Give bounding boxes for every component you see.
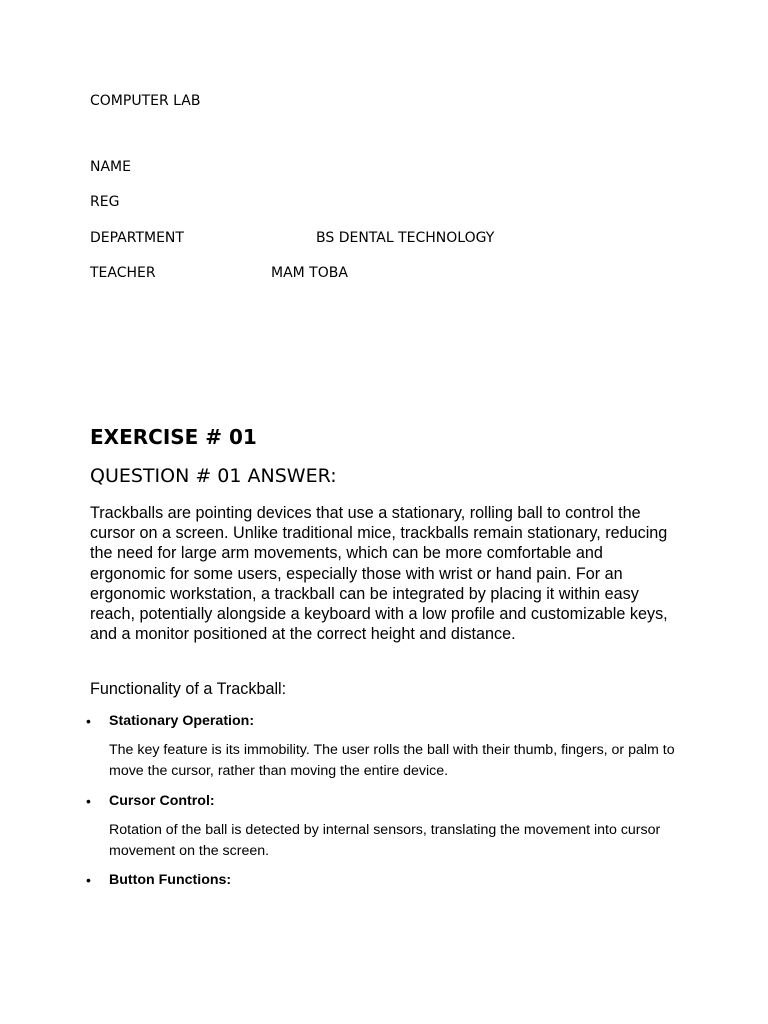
bullet-marker: • [86, 793, 91, 809]
item-title: Button Functions: [109, 872, 232, 888]
item-description: The key feature is its immobility. The user rolls the ball with their thumb, fingers, or palm to move the cursor, rather than moving the entire device. [109, 742, 675, 779]
name-label: NAME [90, 159, 131, 175]
item-description: Rotation of the ball is detected by internal sensors, translating the movement into cursor movement on the screen. [109, 822, 661, 859]
exercise-heading: EXERCISE # 01 [90, 425, 257, 449]
teacher-value: MAM TOBA [271, 265, 348, 281]
document-title: COMPUTER LAB [90, 93, 201, 109]
department-value: BS DENTAL TECHNOLOGY [316, 230, 495, 246]
department-label: DEPARTMENT [90, 230, 184, 246]
item-title: Cursor Control: [109, 793, 215, 809]
functionality-heading: Functionality of a Trackball: [90, 680, 287, 698]
teacher-label: TEACHER [90, 265, 156, 281]
intro-paragraph: Trackballs are pointing devices that use a stationary, rolling ball to control the cursor on a screen. Unlike traditional mice, trackballs remain stationary, reducing the need for large arm movements, which can be more comfortable and ergonomic for some users, especially those with wrist or hand pain. For an ergonomic workstation, a trackball can be integrated by placing it within easy reach, potentially alongside a keyboard with a low profile and customizable keys, and a monitor positioned at the correct height and distance. [90, 504, 668, 644]
reg-label: REG [90, 194, 120, 210]
item-title: Stationary Operation: [109, 713, 255, 729]
question-heading: QUESTION # 01 ANSWER: [90, 465, 337, 487]
bullet-marker: • [86, 713, 91, 729]
bullet-marker: • [86, 872, 91, 888]
